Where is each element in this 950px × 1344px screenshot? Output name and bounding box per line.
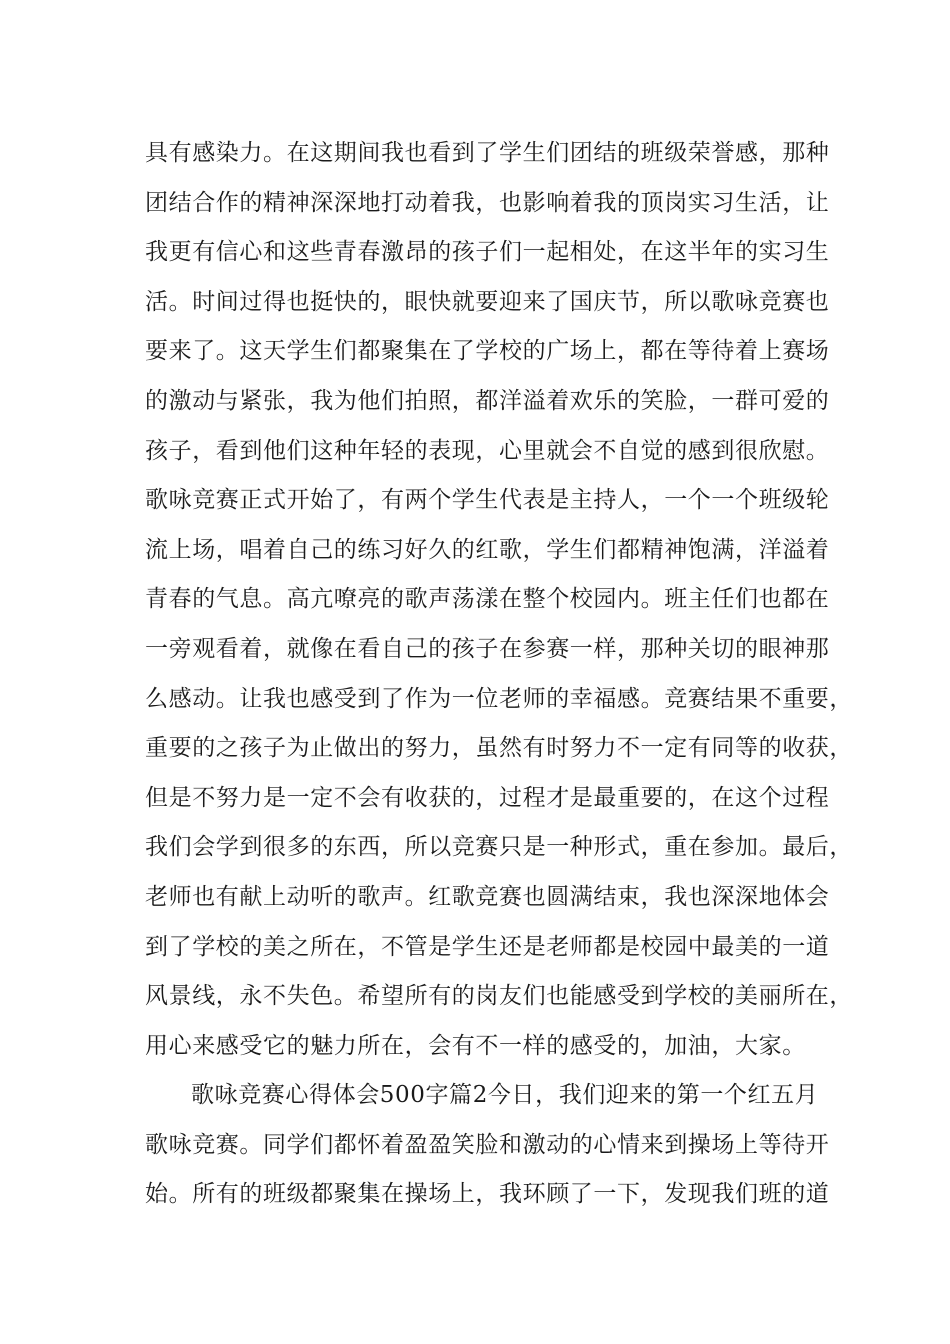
text-line: 老师也有献上动听的歌声。红歌竞赛也圆满结束，我也深深地体会 — [145, 883, 830, 910]
text-line: 到了学校的美之所在，不管是学生还是老师都是校园中最美的一道 — [145, 933, 830, 960]
text-line: 我更有信心和这些青春激昂的孩子们一起相处，在这半年的实习生 — [145, 239, 830, 266]
text-line: 我们会学到很多的东西，所以竞赛只是一种形式，重在参加。最后， — [145, 834, 853, 861]
text-line: 青春的气息。高亢嘹亮的歌声荡漾在整个校园内。班主任们也都在 — [145, 586, 830, 613]
text-line: 一旁观看着，就像在看自己的孩子在参赛一样，那种关切的眼神那 — [145, 635, 830, 662]
text-line: 么感动。让我也感受到了作为一位老师的幸福感。竞赛结果不重要， — [145, 685, 853, 712]
text-line: 孩子，看到他们这种年轻的表现，心里就会不自觉的感到很欣慰。 — [145, 437, 830, 464]
text-line: 重要的之孩子为止做出的努力，虽然有时努力不一定有同等的收获， — [145, 735, 853, 762]
text-line: 但是不努力是一定不会有收获的，过程才是最重要的，在这个过程 — [145, 784, 830, 811]
text-line: 歌咏竞赛心得体会500字篇2今日，我们迎来的第一个红五月 — [191, 1082, 819, 1109]
document-body — [145, 129, 853, 1220]
text-line: 团结合作的精神深深地打动着我，也影响着我的顶岗实习生活，让 — [145, 189, 830, 216]
text-line: 歌咏竞赛正式开始了，有两个学生代表是主持人，一个一个班级轮 — [145, 487, 830, 514]
text-line: 始。所有的班级都聚集在操场上，我环顾了一下，发现我们班的道 — [145, 1181, 830, 1208]
text-line: 要来了。这天学生们都聚集在了学校的广场上，都在等待着上赛场 — [145, 338, 830, 365]
text-line: 风景线，永不失色。希望所有的岗友们也能感受到学校的美丽所在， — [145, 983, 853, 1010]
text-line: 歌咏竞赛。同学们都怀着盈盈笑脸和激动的心情来到操场上等待开 — [145, 1131, 830, 1158]
text-line: 流上场，唱着自己的练习好久的红歌，学生们都精神饱满，洋溢着 — [145, 536, 830, 563]
text-line: 活。时间过得也挺快的，眼快就要迎来了国庆节，所以歌咏竞赛也 — [145, 288, 830, 315]
text-line: 的激动与紧张，我为他们拍照，都洋溢着欢乐的笑脸，一群可爱的 — [145, 387, 830, 414]
text-line: 具有感染力。在这期间我也看到了学生们团结的班级荣誉感，那种 — [145, 140, 830, 166]
text-line: 用心来感受它的魅力所在，会有不一样的感受的，加油，大家。 — [145, 1032, 806, 1059]
